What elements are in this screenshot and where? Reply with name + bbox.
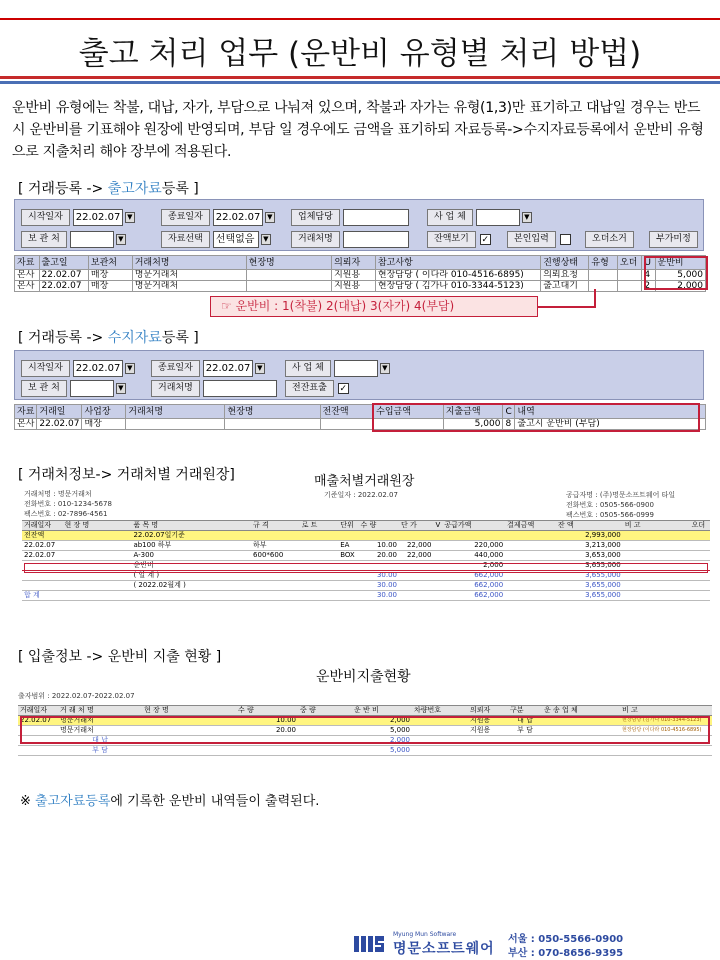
- chevron-down-icon[interactable]: ▼: [255, 363, 265, 374]
- outgoing-grid: [14, 255, 706, 292]
- section-ledger-title: [ 거래처정보-> 거래처별 거래원장]: [18, 467, 235, 483]
- cell: 20.00: [236, 726, 298, 736]
- cell: [131, 591, 251, 601]
- title-blue-rule: [0, 81, 720, 84]
- chevron-down-icon[interactable]: ▼: [125, 212, 135, 223]
- cell: BOX: [338, 551, 358, 561]
- ledger-supplier-tel: 전화번호 : 0505-566-0900: [566, 501, 654, 509]
- cell: 지원용: [468, 716, 508, 726]
- cell: ab100 하부: [131, 541, 251, 551]
- cell: 2,000: [352, 736, 412, 746]
- ledger-row: [22, 531, 710, 541]
- grid-header: [15, 256, 706, 270]
- column-header[interactable]: 현장명: [225, 405, 320, 419]
- cell: A-300: [131, 551, 251, 561]
- cell: 2,000: [655, 281, 705, 292]
- type-select-label: 자료선택: [161, 231, 210, 248]
- column-header: 현 장 명: [142, 706, 236, 716]
- column-header[interactable]: 진행상태: [541, 256, 589, 270]
- ledger-supplier-fax: 팩스번호 : 0505-566-0999: [566, 511, 654, 519]
- ledger-base-date: 기준일자 : 2022.02.07: [324, 491, 398, 499]
- table-row[interactable]: [15, 270, 706, 281]
- section-prefix: [ 거래등록 ->: [18, 330, 108, 346]
- cell: 대 납: [58, 736, 142, 746]
- cell: [690, 581, 710, 591]
- column-header: 거 래 처 명: [58, 706, 142, 716]
- cell: 명문거래처: [132, 281, 246, 292]
- column-header: 현 장 명: [63, 521, 132, 531]
- chevron-down-icon[interactable]: ▼: [125, 363, 135, 374]
- column-header: 품 목 명: [131, 521, 251, 531]
- cell: [399, 531, 433, 541]
- section-prefix: [ 거래등록 ->: [18, 181, 108, 197]
- cell: 4: [642, 270, 655, 281]
- note-suffix: 에 기록한 운반비 내역들이 출력된다.: [110, 794, 320, 809]
- end-date-label[interactable]: 종료일자: [161, 209, 210, 226]
- cell: 3,213,000: [556, 541, 623, 551]
- extra-button[interactable]: 부가미정: [649, 231, 698, 248]
- transfer-label: 전잔표출: [285, 380, 334, 397]
- chevron-down-icon[interactable]: ▼: [522, 212, 532, 223]
- chevron-down-icon[interactable]: ▼: [380, 363, 390, 374]
- title-red-rule: [0, 76, 720, 79]
- cell: 22.02.07: [39, 270, 88, 281]
- column-header[interactable]: 전잔액: [320, 405, 374, 419]
- expense-highlight: [372, 403, 700, 432]
- cell: [505, 581, 556, 591]
- column-header: 수 량: [236, 706, 298, 716]
- cell: 22,000: [399, 551, 433, 561]
- column-header: 로 트: [300, 521, 339, 531]
- ledger-title: 매출처별거래원장: [314, 474, 415, 489]
- ledger-client-name: 거래처명 : 명문거래처: [24, 490, 92, 498]
- column-header: 비 고: [623, 521, 690, 531]
- cell: 662,000: [442, 591, 505, 601]
- column-header: 의뢰자: [468, 706, 508, 716]
- section-freight-title: [ 입출정보 -> 운반비 지출 현황 ]: [18, 649, 222, 665]
- cell: [505, 531, 556, 541]
- cell: ( 2022.02월계 ): [131, 581, 251, 591]
- cell: [300, 581, 339, 591]
- storage-select[interactable]: [70, 380, 114, 397]
- column-header[interactable]: 거래처명: [126, 405, 225, 419]
- cell: [246, 281, 331, 292]
- column-header[interactable]: 거래처명: [132, 256, 246, 270]
- cell: [338, 531, 358, 541]
- company-name: 명문소프트웨어: [393, 941, 495, 957]
- chevron-down-icon[interactable]: ▼: [116, 234, 126, 245]
- cell: 명문거래처: [58, 726, 142, 736]
- cell: [300, 551, 339, 561]
- end-date-input[interactable]: 22.02.07: [203, 360, 253, 377]
- company-logo-icon: [354, 932, 384, 954]
- cell: [690, 591, 710, 601]
- cell: 22.02.07: [37, 419, 82, 430]
- cell: [690, 541, 710, 551]
- start-date-label[interactable]: 시작일자: [21, 209, 70, 226]
- column-header: 공급가액: [442, 521, 505, 531]
- chevron-down-icon[interactable]: ▼: [261, 234, 271, 245]
- section-outgoing-title: [18, 178, 199, 198]
- column-header: 단위: [338, 521, 358, 531]
- connector-line: [594, 289, 596, 307]
- seoul-phone: 서울 : 050-5566-0900: [508, 934, 624, 945]
- cell: [320, 419, 374, 430]
- cell: [505, 551, 556, 561]
- column-header: 중 량: [298, 706, 352, 716]
- column-header: 차량번호: [412, 706, 468, 716]
- cell: [300, 541, 339, 551]
- cell: [433, 581, 442, 591]
- cell: 20.00: [358, 551, 399, 561]
- cell: 대 납: [508, 716, 542, 726]
- staff-input[interactable]: [343, 209, 409, 226]
- column-header: 단 가: [399, 521, 433, 531]
- cell: [690, 551, 710, 561]
- client-label: 거래처명: [151, 380, 200, 397]
- ledger-table: [22, 520, 710, 601]
- cell: [338, 581, 358, 591]
- order-clear-button[interactable]: 오더소거: [585, 231, 634, 248]
- cell: 8: [503, 419, 515, 430]
- self-input-label: 본인입력: [507, 231, 556, 248]
- column-header: 결제금액: [505, 521, 556, 531]
- business-select[interactable]: [476, 209, 520, 226]
- cell: 부 담: [58, 746, 142, 756]
- cell: [63, 581, 132, 591]
- footnote: [20, 790, 319, 809]
- client-input[interactable]: [203, 380, 277, 397]
- column-header: 운 송 업 체: [542, 706, 620, 716]
- cell: 10.00: [236, 716, 298, 726]
- cell: 지원용: [468, 726, 508, 736]
- cell: 30.00: [358, 571, 399, 581]
- column-header[interactable]: 거래일: [37, 405, 82, 419]
- column-header: 수 량: [358, 521, 399, 531]
- cell: [617, 270, 642, 281]
- cell: 440,000: [442, 551, 505, 561]
- freight-row-highlight: [24, 563, 708, 573]
- transfer-checkbox[interactable]: ✓: [339, 383, 348, 394]
- page-title: 출고 처리 업무 (운반비 유형별 처리 방법): [78, 36, 642, 72]
- outgoing-filter-panel: [14, 199, 704, 251]
- column-header: 거래일자: [18, 706, 58, 716]
- cell: [63, 591, 132, 601]
- cell: 매장: [82, 419, 126, 430]
- cell: 현장담당 ( 이다라 010-4516-6895): [375, 270, 540, 281]
- cell: [300, 591, 339, 601]
- note-prefix: ※: [20, 794, 36, 809]
- ledger-row: [22, 581, 710, 591]
- cell: 출고시 운반비 (부담): [515, 419, 706, 430]
- cell: [246, 270, 331, 281]
- business-label: 사 업 체: [285, 360, 331, 377]
- freight-column-highlight: [644, 256, 708, 290]
- business-label: 사 업 체: [427, 209, 473, 226]
- cell: [508, 746, 542, 756]
- cell: [18, 746, 58, 756]
- cell: [63, 551, 132, 561]
- ledger-client-fax: 팩스번호 : 02-7896-4561: [24, 510, 108, 518]
- cell: [433, 591, 442, 601]
- cell: [433, 541, 442, 551]
- start-date-label[interactable]: 시작일자: [21, 360, 70, 377]
- cell: [63, 531, 132, 541]
- column-header[interactable]: 운반비: [655, 256, 705, 270]
- table-row[interactable]: [15, 281, 706, 292]
- cell: 3,653,000: [556, 551, 623, 561]
- column-header: 규 격: [251, 521, 300, 531]
- cell: [505, 541, 556, 551]
- cell: 의뢰요청: [541, 270, 589, 281]
- section-suffix: 등록 ]: [161, 330, 199, 346]
- column-header: 잔 액: [556, 521, 623, 531]
- cell: [251, 531, 300, 541]
- cell: 30.00: [358, 591, 399, 601]
- type-select[interactable]: 선택없음: [213, 231, 259, 248]
- cell: 22.02.07: [39, 281, 88, 292]
- cell: 3,655,000: [556, 591, 623, 601]
- cell: [589, 270, 617, 281]
- column-header[interactable]: 내역: [515, 405, 706, 419]
- cell: 22.02.07: [22, 551, 63, 561]
- title-bar: [0, 0, 720, 86]
- cell: 2,000: [352, 716, 412, 726]
- busan-phone: 부산 : 070-8656-9395: [508, 948, 624, 959]
- cell: [298, 746, 352, 756]
- client-input[interactable]: [343, 231, 409, 248]
- freight-range: 출자범위 : 2022.02.07-2022.02.07: [18, 692, 135, 700]
- cell: 본사: [15, 419, 37, 430]
- cell: [623, 551, 690, 561]
- column-header[interactable]: 현장명: [246, 256, 331, 270]
- cell: [433, 551, 442, 561]
- start-date-input[interactable]: 22.02.07: [73, 360, 123, 377]
- cell: [399, 581, 433, 591]
- column-header[interactable]: 의뢰자: [332, 256, 376, 270]
- cell: 출고대기: [541, 281, 589, 292]
- cell: ( 일 계 ): [131, 571, 251, 581]
- column-header: V: [433, 521, 442, 531]
- cell: [236, 746, 298, 756]
- cell: [338, 591, 358, 601]
- column-header: 오더: [690, 521, 710, 531]
- cell: 2: [642, 281, 655, 292]
- cell: 전잔액: [22, 531, 63, 541]
- freight-header: [18, 706, 712, 716]
- cell: 5,000: [655, 270, 705, 281]
- company-english-name: Myung Mun Software: [393, 931, 457, 938]
- cell: 매장: [88, 281, 132, 292]
- chevron-down-icon[interactable]: ▼: [265, 212, 275, 223]
- column-header: 거래일자: [22, 521, 63, 531]
- cell: [617, 281, 642, 292]
- column-header[interactable]: 수입금액: [374, 405, 444, 419]
- cell: [623, 581, 690, 591]
- cell: [412, 746, 468, 756]
- cell: [126, 419, 225, 430]
- cell: [623, 541, 690, 551]
- ledger-header: [22, 521, 710, 531]
- column-header[interactable]: 자료: [15, 405, 37, 419]
- end-date-label[interactable]: 종료일자: [151, 360, 200, 377]
- cell: 본사: [15, 281, 40, 292]
- cell: [63, 541, 132, 551]
- cell: 22.02.07: [18, 716, 58, 726]
- cell: 22,000: [399, 541, 433, 551]
- cell: 3,655,000: [556, 571, 623, 581]
- staff-label: 업체담당: [291, 209, 340, 226]
- cell: 10.00: [358, 541, 399, 551]
- column-header: 구분: [508, 706, 542, 716]
- freight-rows-highlight: [20, 716, 710, 744]
- cell: 하부: [251, 541, 300, 551]
- freight-title: 운반비지출현황: [316, 669, 411, 685]
- section-highlight: 수지자료: [107, 330, 162, 346]
- cell: 5,000: [352, 726, 412, 736]
- ledger-row: [22, 591, 710, 601]
- cell: [251, 581, 300, 591]
- ledger-row: [22, 541, 710, 551]
- balance-view-label: 잔액보기: [427, 231, 476, 248]
- cell: 220,000: [442, 541, 505, 551]
- cell: [225, 419, 320, 430]
- cell: 운반비: [131, 561, 251, 571]
- cell: 본사: [15, 270, 40, 281]
- cell: EA: [338, 541, 358, 551]
- column-header: 운 반 비: [352, 706, 412, 716]
- cell: 662,000: [442, 571, 505, 581]
- cell: [358, 531, 399, 541]
- cell: [433, 531, 442, 541]
- column-header[interactable]: 참고사항: [375, 256, 540, 270]
- column-header: 비 고: [620, 706, 712, 716]
- freight-type-callout: ☞ 운반비 : 1(착불) 2(대납) 3(자가) 4(부담): [210, 296, 538, 317]
- cell: 3,655,000: [556, 581, 623, 591]
- cell: 현장담당 ( 김가나 010-3344-5123): [375, 281, 540, 292]
- column-header[interactable]: 오더: [617, 256, 642, 270]
- cell: [623, 591, 690, 601]
- cell: 현장담당 (이다라 010-4516-6895): [620, 726, 712, 736]
- client-label: 거래처명: [291, 231, 340, 248]
- self-input-checkbox[interactable]: [560, 234, 571, 245]
- cell: 명문거래처: [58, 716, 142, 726]
- cell: 30.00: [358, 581, 399, 591]
- section-income-title: [18, 327, 199, 347]
- cell: 매장: [88, 270, 132, 281]
- cell: [623, 531, 690, 541]
- cell: 지원용: [332, 270, 376, 281]
- cell: 600*600: [251, 551, 300, 561]
- ledger-supplier: 공급자명 : (주)명문소프트웨어 타일: [566, 491, 676, 499]
- cell: [142, 746, 236, 756]
- storage-select[interactable]: [70, 231, 114, 248]
- cell: 22.02.07: [22, 541, 63, 551]
- cell: [690, 531, 710, 541]
- cell: [442, 531, 505, 541]
- cell: 5,000: [443, 419, 503, 430]
- cell: 지원용: [332, 281, 376, 292]
- cell: [22, 581, 63, 591]
- connector-line: [538, 306, 596, 308]
- cell: 현장담당 (김가나 010-3344-5123): [620, 716, 712, 726]
- business-select[interactable]: [334, 360, 378, 377]
- start-date-input[interactable]: 22.02.07: [73, 209, 123, 226]
- cell: 부 담: [508, 726, 542, 736]
- title-top-rule: [0, 18, 720, 20]
- column-header[interactable]: 자료: [15, 256, 40, 270]
- cell: [505, 591, 556, 601]
- cell: 5,000: [352, 746, 412, 756]
- cell: [542, 746, 620, 756]
- balance-view-checkbox[interactable]: ✓: [481, 234, 490, 245]
- cell: 합 계: [22, 591, 63, 601]
- cell: 662,000: [442, 581, 505, 591]
- chevron-down-icon[interactable]: ▼: [116, 383, 126, 394]
- cell: 3,655,000: [556, 561, 623, 571]
- ledger-client-tel: 전화번호 : 010-1234-5678: [24, 500, 112, 508]
- cell: [300, 531, 339, 541]
- ledger-row: [22, 551, 710, 561]
- cell: [251, 591, 300, 601]
- column-header[interactable]: 출고일: [39, 256, 88, 270]
- cell: 명문거래처: [132, 270, 246, 281]
- cell: 22.02.07일기준: [131, 531, 251, 541]
- storage-label: 보 관 처: [21, 380, 67, 397]
- column-header[interactable]: U: [642, 256, 655, 270]
- section-suffix: 등록 ]: [161, 181, 199, 197]
- end-date-input[interactable]: 22.02.07: [213, 209, 263, 226]
- cell: [620, 746, 712, 756]
- column-header[interactable]: C: [503, 405, 515, 419]
- cell: [468, 746, 508, 756]
- freight-subtotal-row: [18, 746, 712, 756]
- column-header[interactable]: 지출금액: [443, 405, 503, 419]
- description-text: 운반비 유형에는 착불, 대납, 자가, 부담으로 나눠져 있으며, 착불과 자가는 유형(1,3)만 표기하고 대납일 경우는 반드시 운반비를 기표해야 원장에 반영되며, 부담 일 경우에도 금액을 표기하되 자료등록->수지자료등록에서 운반비 유형으로 지출처리 해야 장부에 적용된다.: [12, 100, 704, 160]
- column-header[interactable]: 유형: [589, 256, 617, 270]
- column-header[interactable]: 사업장: [82, 405, 126, 419]
- column-header[interactable]: 보관처: [88, 256, 132, 270]
- storage-label: 보 관 처: [21, 231, 67, 248]
- cell: 2,993,000: [556, 531, 623, 541]
- cell: 2,000: [442, 561, 505, 571]
- income-filter-panel: [14, 350, 704, 400]
- cell: [399, 591, 433, 601]
- section-highlight: 출고자료: [107, 181, 162, 197]
- note-highlight: 출고자료등록: [35, 794, 111, 809]
